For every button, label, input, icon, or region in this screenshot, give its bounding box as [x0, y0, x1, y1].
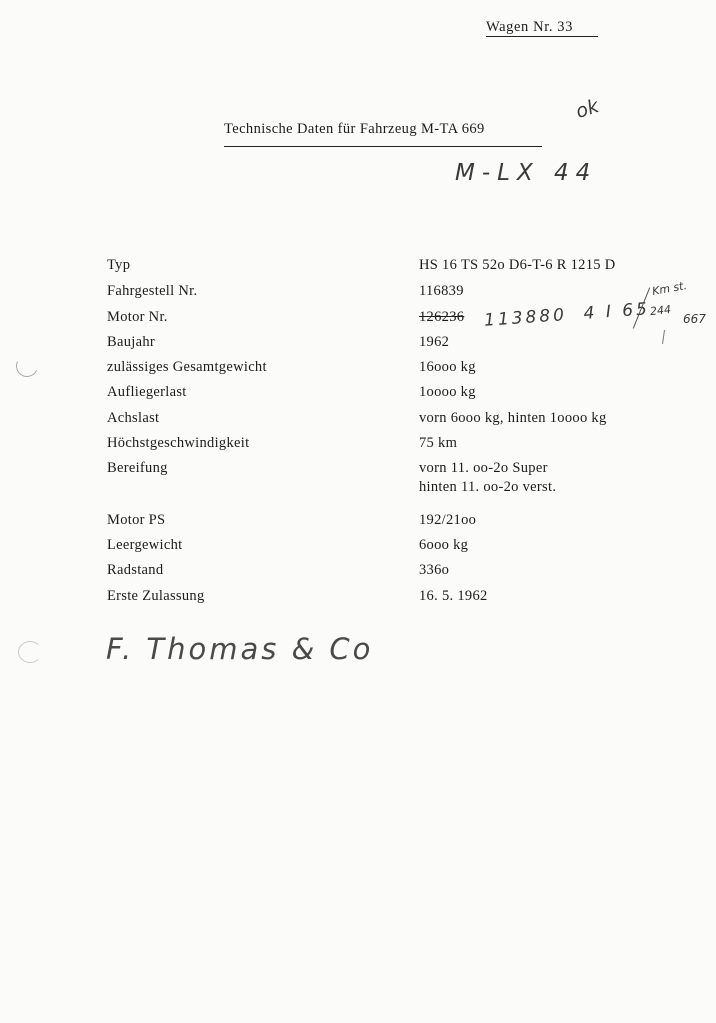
motor-number-text: 113880 [483, 305, 568, 331]
label-erste-zulassung: Erste Zulassung [107, 588, 205, 604]
handwritten-number-top: 244 [649, 302, 672, 319]
label-leergewicht: Leergewicht [107, 537, 183, 553]
punch-hole-mark [18, 641, 42, 663]
label-radstand: Radstand [107, 562, 164, 578]
handwritten-unit: Km st. [651, 279, 688, 298]
value-bereifung-hinten: hinten 11. oo-2o verst. [419, 479, 557, 495]
title-underline [224, 146, 542, 147]
label-aufliegerlast: Aufliegerlast [107, 384, 187, 400]
value-leergewicht: 6ooo kg [419, 537, 469, 553]
label-bereifung: Bereifung [107, 460, 168, 476]
value-hoechstgeschwindigkeit: 75 km [419, 435, 458, 451]
label-fahrgestell: Fahrgestell Nr. [107, 283, 198, 299]
value-aufliegerlast: 1oooo kg [419, 384, 476, 400]
label-achslast: Achslast [107, 410, 160, 426]
wagen-number: Wagen Nr. 33 [486, 19, 573, 35]
label-typ: Typ [107, 257, 131, 273]
handwritten-tick [662, 330, 665, 344]
label-motor-ps: Motor PS [107, 512, 166, 528]
value-bereifung-vorn: vorn 11. oo-2o Super [419, 460, 548, 476]
value-gesamtgewicht: 16ooo kg [419, 359, 476, 375]
handwritten-signature: F. Thomas & Co [106, 632, 374, 666]
motor-type-text: 4 I 65 [582, 299, 651, 324]
label-motor-nr: Motor Nr. [107, 309, 168, 325]
value-radstand: 336o [419, 562, 450, 578]
value-motor-nr-struck: 126236 [419, 309, 465, 325]
handwritten-number-bottom: 667 [683, 312, 706, 326]
label-baujahr: Baujahr [107, 334, 156, 350]
value-achslast: vorn 6ooo kg, hinten 1oooo kg [419, 410, 607, 426]
value-typ: HS 16 TS 52o D6-T-6 R 1215 D [419, 257, 616, 273]
label-gesamtgewicht: zulässiges Gesamtgewicht [107, 359, 267, 375]
wagen-underline [486, 36, 598, 37]
value-erste-zulassung: 16. 5. 1962 [419, 588, 488, 604]
label-hoechstgeschwindigkeit: Höchstgeschwindigkeit [107, 435, 250, 451]
handwritten-code: M-LX 44 [455, 160, 598, 186]
value-fahrgestell: 116839 [419, 283, 464, 299]
handwritten-mark: ok [573, 95, 602, 123]
value-motor-ps: 192/21oo [419, 512, 477, 528]
punch-hole-mark [13, 352, 41, 380]
document-title: Technische Daten für Fahrzeug M-TA 669 [224, 121, 485, 137]
handwritten-motor-number [484, 299, 651, 331]
value-baujahr: 1962 [419, 334, 450, 350]
